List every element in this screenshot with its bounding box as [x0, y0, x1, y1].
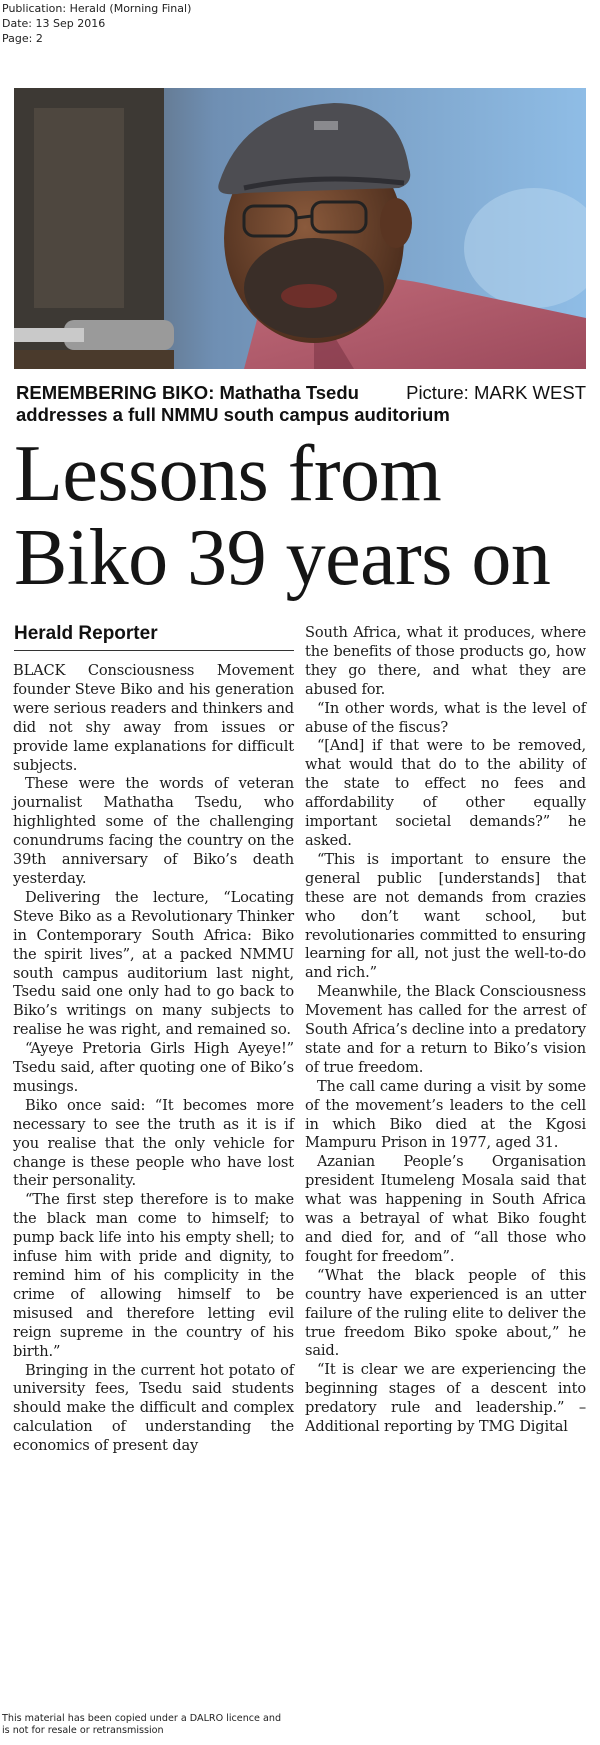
licence-line-1: This material has been copied under a DALRO licence and	[2, 1713, 282, 1724]
article-paragraph: These were the words of veteran journalist Mathatha Tsedu, who highlighted some of the challenging conundrums facing the country on the 39th anniversary of Biko’s death yesterday.	[13, 775, 294, 887]
article-paragraph: “It is clear we are experiencing the beginning stages of a descent into predatory rule and leadership.” – Additional reporting by TMG Digital	[305, 1361, 586, 1436]
article-paragraph: “What the black people of this country have experienced is an utter failure of the ruling elite to deliver the true freedom Biko spoke about,” he said.	[305, 1266, 586, 1360]
byline: Herald Reporter	[14, 623, 294, 651]
date-label: Date: 13 Sep 2016	[2, 17, 106, 30]
headline-line-2: Biko 39 years on	[14, 514, 551, 602]
article-paragraph: South Africa, what it produces, where the benefits of those products go, how they go there, and what they are abused for.	[305, 624, 586, 698]
article-paragraph: Meanwhile, the Black Consciousness Movement has called for the arrest of South Africa’s decline into a predatory state and for a return to Biko’s vision of true freedom.	[305, 983, 586, 1076]
licence-line-2: is not for resale or retransmission	[2, 1725, 164, 1736]
article-paragraph: Azanian People’s Organisation president Itumeleng Mosala said that what was happening in South Africa was a betrayal of what Biko fought and died for, and of “all those who fought for freedom”.	[305, 1153, 586, 1265]
headline	[14, 432, 594, 600]
news-photo	[14, 88, 586, 369]
article-paragraph: “[And] if that were to be removed, what would that do to the ability of the state to effect no fees and affordability of other equally important societal demands?” he asked.	[305, 737, 586, 849]
publication-label: Publication: Herald (Morning Final)	[2, 2, 192, 15]
article-paragraph: Biko once said: “It becomes more necessary to see the truth as it is if you realise that the only vehicle for change is these people who have lost their personality.	[13, 1096, 294, 1190]
article-paragraph: “Ayeye Pretoria Girls High Ayeye!” Tsedu said, after quoting one of Biko’s musings.	[13, 1040, 294, 1095]
headline-line-1: Lessons from	[14, 430, 442, 518]
article-column-2	[305, 624, 586, 1437]
clipping-metadata	[2, 1, 191, 46]
article-paragraph: “The first step therefore is to make the black man come to himself; to pump back life into his empty shell; to infuse him with pride and dignity, to remind him of his complicity in the crime of allowing himself to be misused and therefore letting evil reign supreme in the country of his birth.”	[13, 1191, 294, 1360]
speaker-photo	[14, 88, 586, 369]
article-paragraph: Bringing in the current hot potato of university fees, Tsedu said students should make the difficult and complex calculation of understanding the economics of present day	[13, 1361, 294, 1455]
page-label: Page: 2	[2, 32, 43, 45]
photo-credit: Picture: MARK WEST	[406, 382, 586, 403]
article-paragraph: “In other words, what is the level of abuse of the fiscus?	[305, 699, 586, 736]
article-paragraph: Delivering the lecture, “Locating Steve Biko as a Revolutionary Thinker in Contemporary South Africa: Biko the spirit lives”, at a packed NMMU south campus auditorium last night, Tsedu said one only had to go back to Biko’s writings on many subjects to realise he was right, and remained so.	[13, 888, 294, 1039]
article-paragraph: BLACK Consciousness Movement founder Steve Biko and his generation were serious readers and thinkers and did not shy away from issues or provide lame explanations for difficult subjects.	[13, 662, 294, 774]
caption-text: REMEMBERING BIKO: Mathatha Tsedu addresses a full NMMU south campus auditorium	[16, 382, 450, 425]
article-column-1	[13, 662, 294, 1456]
photo-caption	[16, 382, 586, 426]
article-paragraph: “This is important to ensure the general public [understands] that these are not demands from crazies who don’t want school, but revolutionaries committed to ensuring learning for all, not just the well-to-do and rich.”	[305, 850, 586, 982]
article-paragraph: The call came during a visit by some of the movement’s leaders to the cell in which Biko died at the Kgosi Mampuru Prison in 1977, aged 31.	[305, 1077, 586, 1152]
licence-notice	[2, 1713, 281, 1737]
